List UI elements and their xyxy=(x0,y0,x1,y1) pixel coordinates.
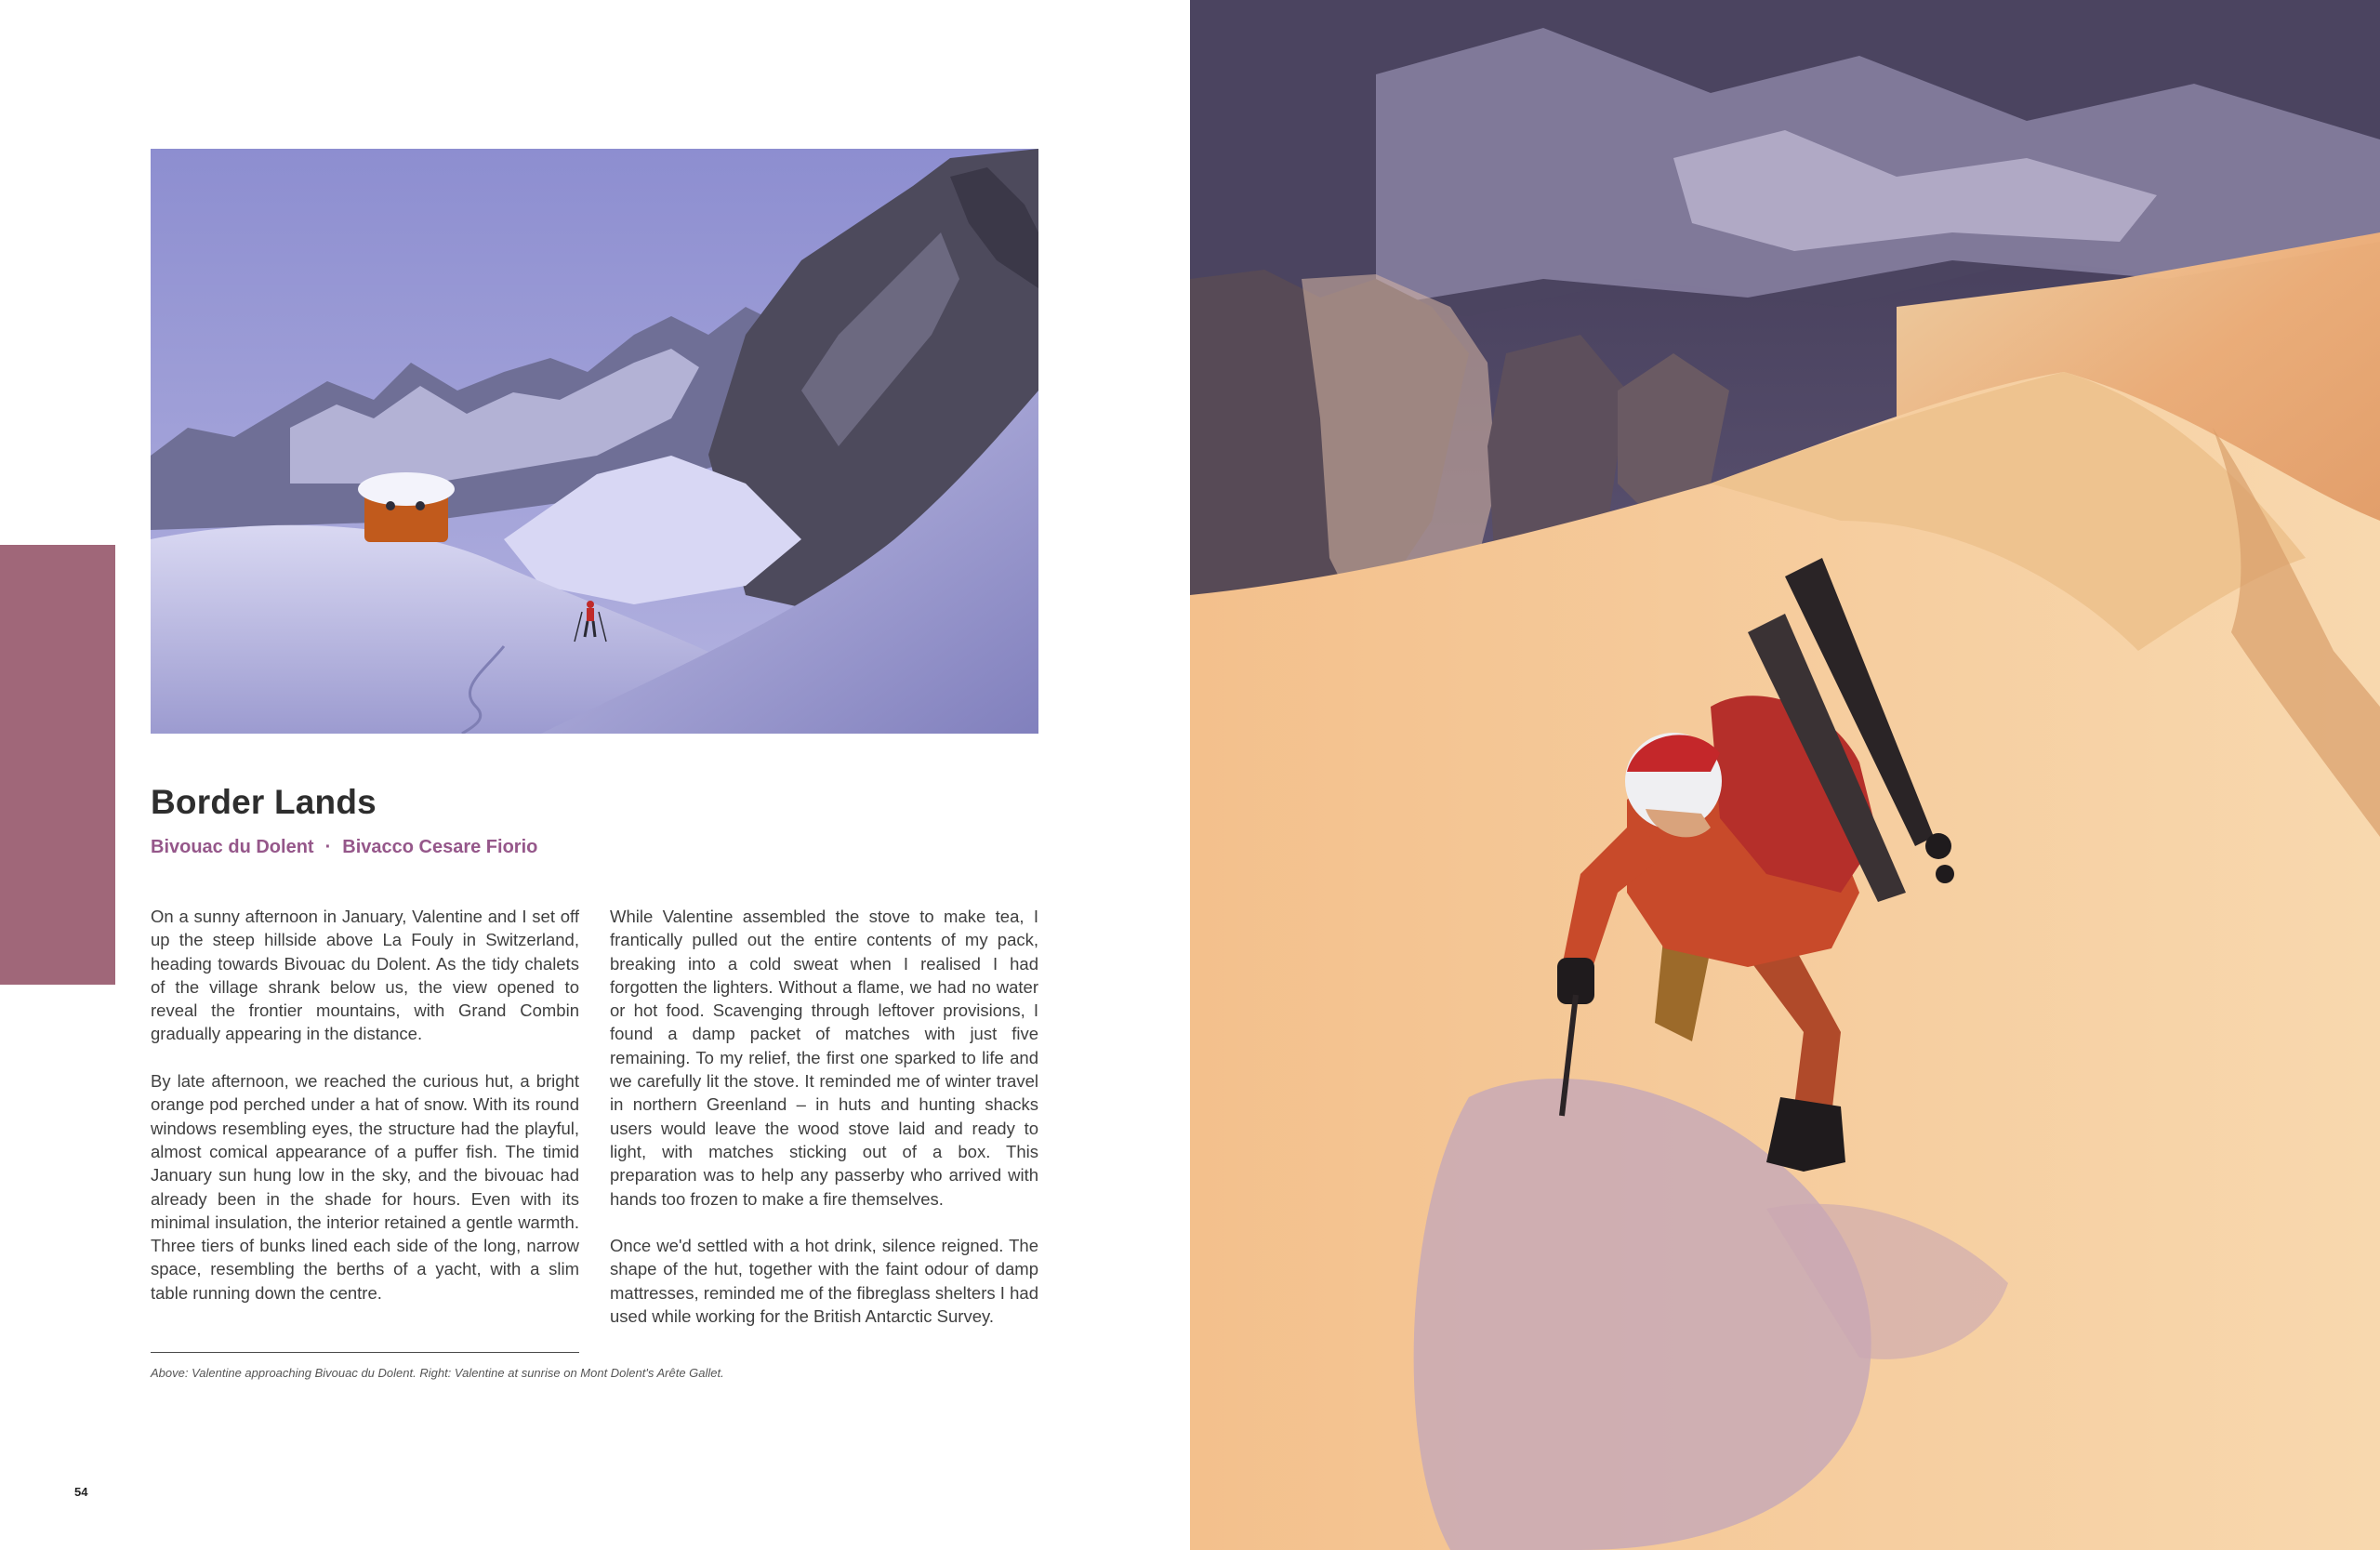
page-number: 54 xyxy=(74,1485,88,1499)
subtitle-separator: · xyxy=(324,837,332,857)
bivouac-photo-illustration xyxy=(151,149,1038,734)
right-page-photo xyxy=(1190,0,2380,1550)
caption-divider xyxy=(151,1352,579,1353)
body-column-right xyxy=(610,905,1038,1328)
body-paragraph: By late afternoon, we reached the curious hut, a bright orange pod perched under a hat of snow. With its round windows resembling eyes, the structure had the playful, almost comical appearance of a puffer fish. The timid January sun hung low in the sky, and the bivouac had already been in the shade for hours. Even with its minimal insulation, the interior retained a gentle warmth. Three tiers of bunks lined each side of the long, narrow space, resembling the berths of a yacht, with a slim table running down the centre. xyxy=(151,1071,579,1303)
top-photo-bivouac xyxy=(151,149,1038,734)
body-paragraph: Once we'd settled with a hot drink, silence reigned. The shape of the hut, together with the faint odour of damp mattresses, reminded me of the fibreglass shelters I had used while working for the British Antarctic Survey. xyxy=(610,1236,1038,1327)
article-title: Border Lands xyxy=(151,783,377,821)
photo-caption: Above: Valentine approaching Bivouac du Dolent. Right: Valentine at sunrise on Mont Dolent's Arête Gallet. xyxy=(151,1366,724,1380)
article-subtitle xyxy=(151,837,537,858)
body-column-left xyxy=(151,905,579,1305)
sunrise-climber-photo-illustration xyxy=(1190,0,2380,1550)
side-color-tab xyxy=(0,545,115,985)
orange-hut xyxy=(358,472,455,542)
body-paragraph: On a sunny afternoon in January, Valentine and I set off up the steep hillside above La Fouly in Switzerland, heading towards Bivouac du Dolent. As the tidy chalets of the village shrank below us, the view opened to reveal the frontier mountains, with Grand Combin gradually appearing in the distance. xyxy=(151,907,579,1044)
subtitle-hut-name-french: Bivouac du Dolent xyxy=(151,837,314,857)
subtitle-hut-name-italian: Bivacco Cesare Fiorio xyxy=(342,837,538,857)
body-paragraph: While Valentine assembled the stove to make tea, I frantically pulled out the entire contents of my pack, breaking into a cold sweat when I realised I had forgotten the lighters. Without a flame, we had no water or hot food. Scavenging through leftover provisions, I found a damp packet of matches with just five remaining. To my relief, the first one sparked to life and we carefully lit the stove. It reminded me of winter travel in northern Greenland – in huts and hunting shacks users would leave the wood stove laid and ready to light, with matches sticking out of a box. This preparation was to help any passerby who arrived with hands too frozen to make a fire themselves. xyxy=(610,907,1038,1209)
